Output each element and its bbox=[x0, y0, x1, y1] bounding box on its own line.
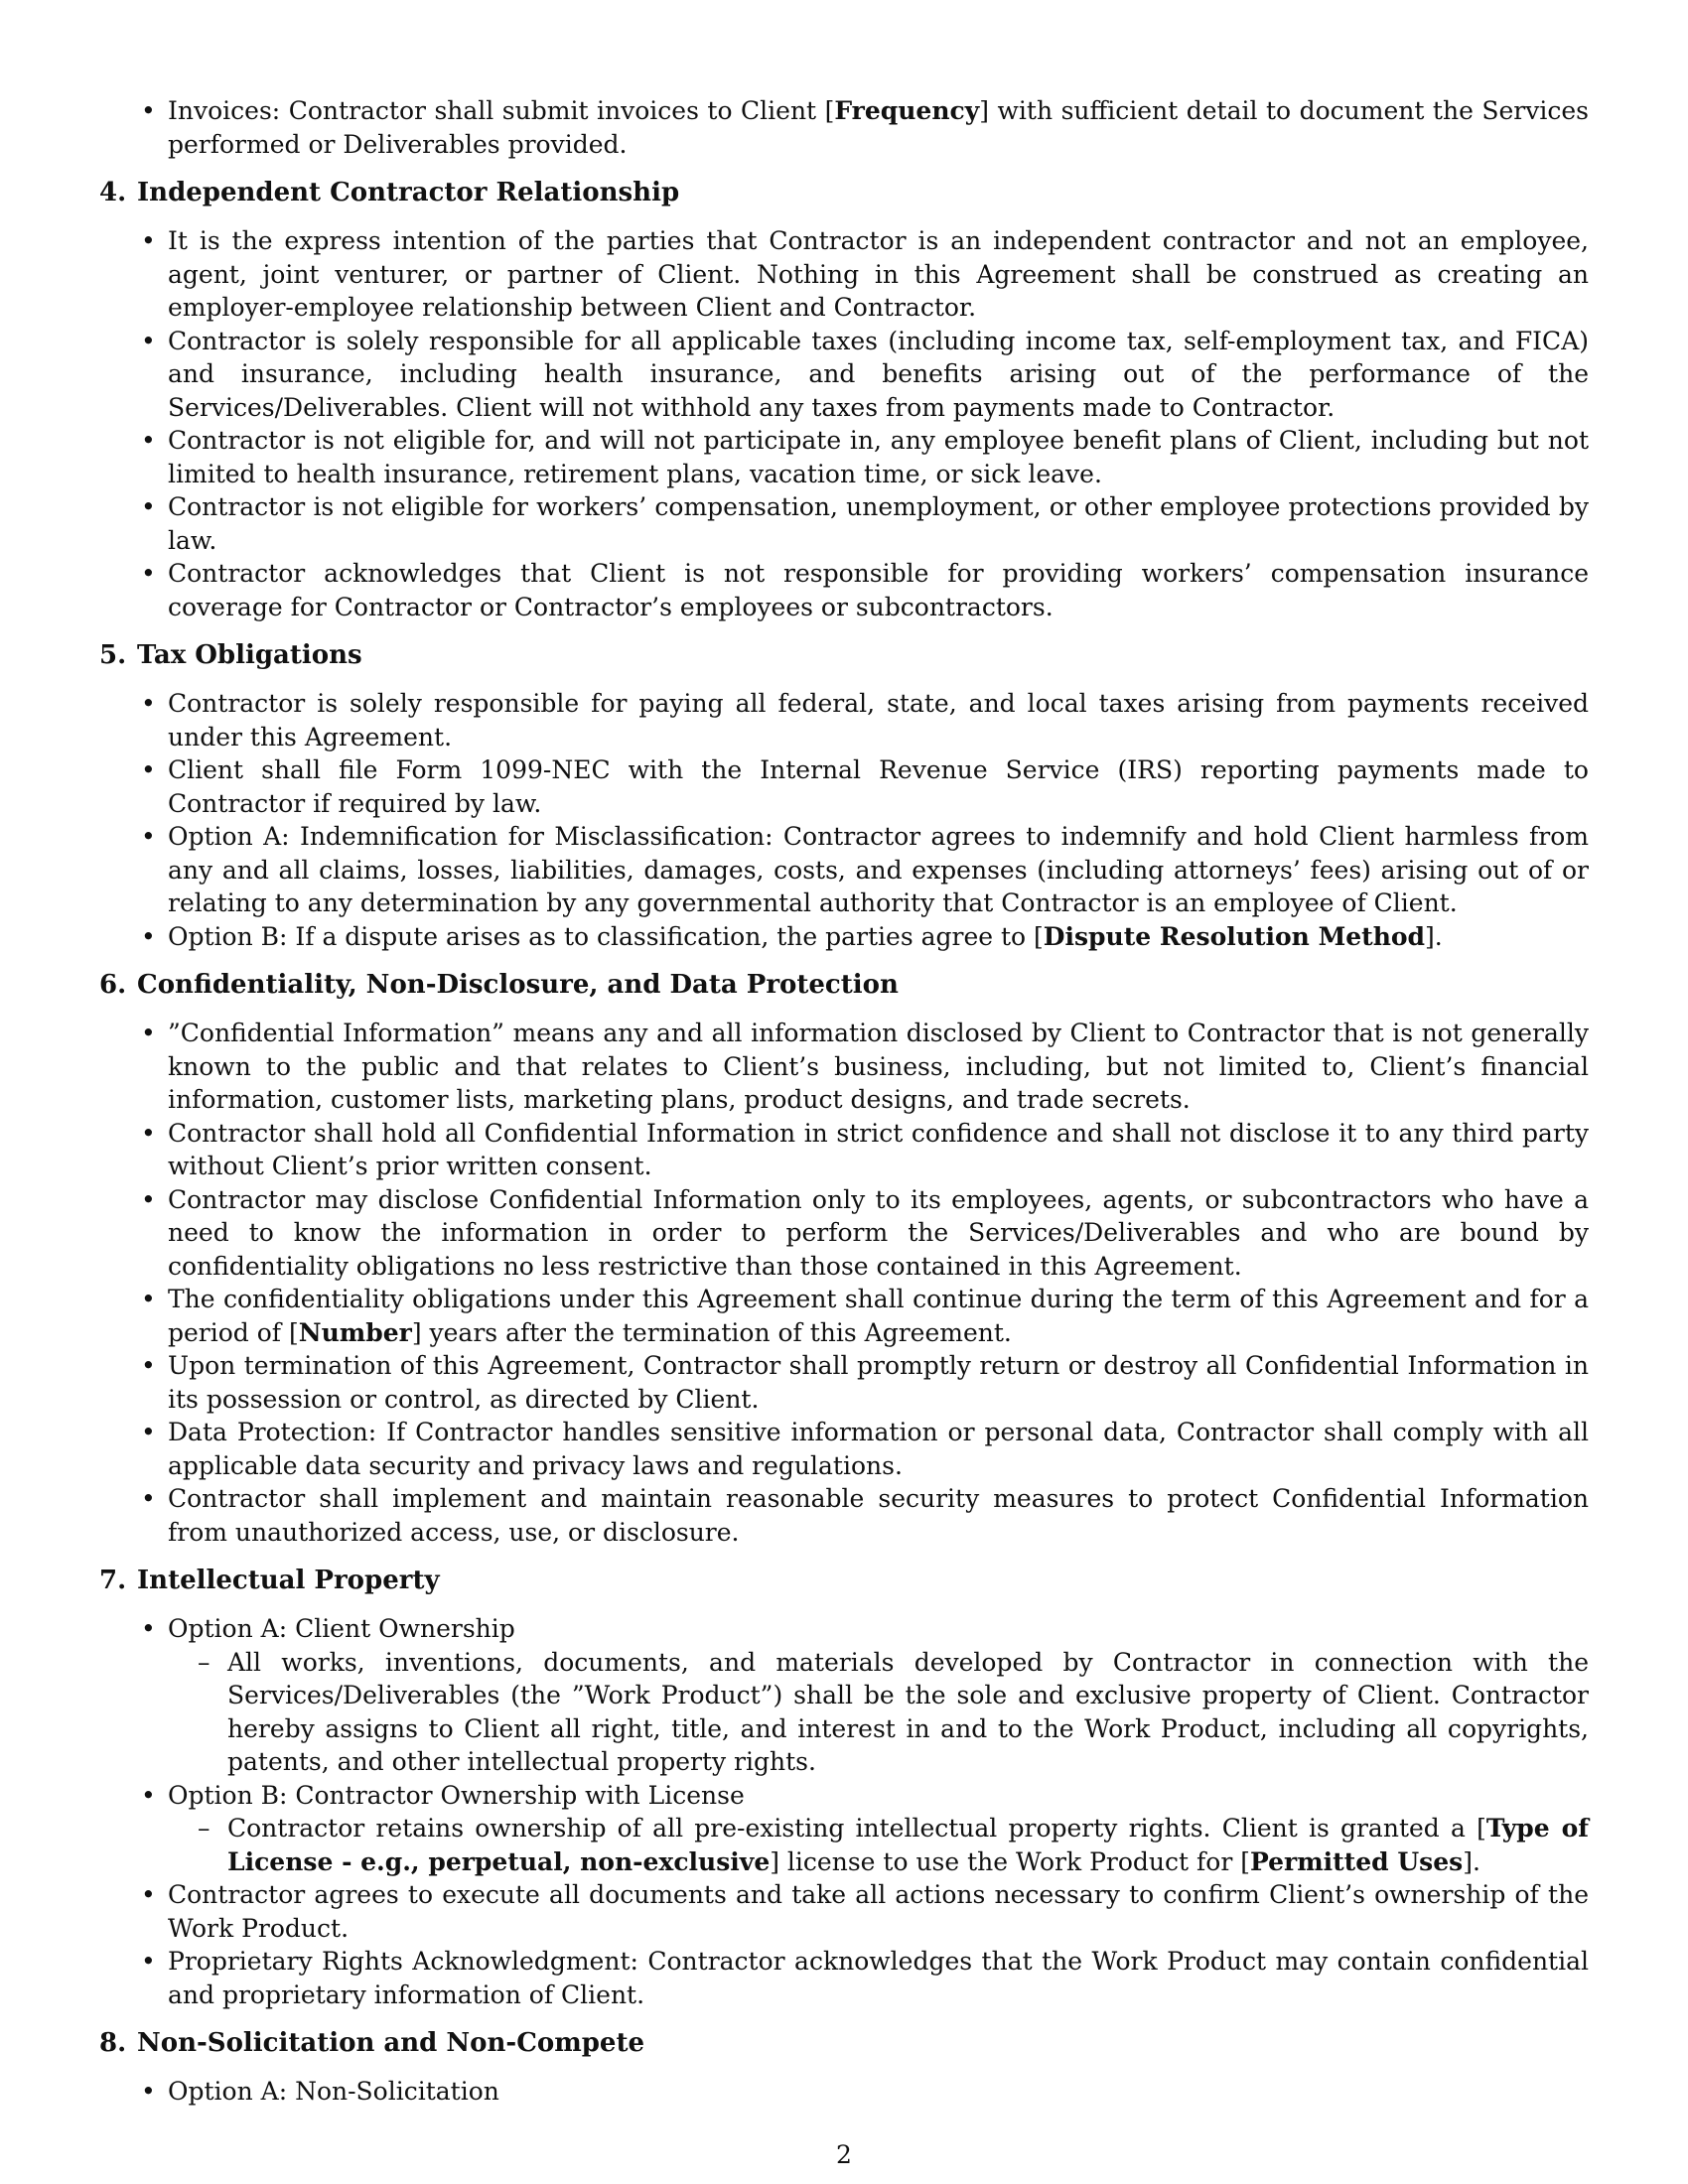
list-item: • Upon termination of this Agreement, Contractor shall promptly return or destroy all Confidential Information in its possession or control, as directed by Client. bbox=[99, 1349, 1589, 1416]
list-item: • Option A: Client Ownership – All works, inventions, documents, and materials developed by Contractor in connection with the Services/Deliverables (the ”Work Product”) shall be the sole and exclusive property of Client. Contractor hereby assigns to Client all right, title, and interest in and to the Work Product, including all copyrights, patents, and other intellectual property rights. bbox=[99, 1612, 1589, 1779]
document-page bbox=[99, 94, 1589, 2109]
section-7-list bbox=[99, 1612, 1589, 2011]
section-heading-7: 7. Intellectual Property bbox=[99, 1566, 440, 1595]
list-item: • Proprietary Rights Acknowledgment: Contractor acknowledges that the Work Product may contain confidential and proprietary information of Client. bbox=[99, 1945, 1589, 2011]
list-item: • Contractor shall implement and maintain reasonable security measures to protect Confidential Information from unauthorized access, use, or disclosure. bbox=[99, 1482, 1589, 1549]
intro-list bbox=[99, 94, 1589, 161]
list-item: • Contractor shall hold all Confidential Information in strict confidence and shall not disclose it to any third party without Client’s prior written consent. bbox=[99, 1117, 1589, 1183]
list-item: • Option B: If a dispute arises as to classification, the parties agree to [Dispute Resolution Method]. bbox=[99, 920, 1589, 954]
section-heading-6: 6. Confidentiality, Non-Disclosure, and Data Protection bbox=[99, 970, 899, 1000]
list-item: • Client shall file Form 1099-NEC with the Internal Revenue Service (IRS) reporting payments made to Contractor if required by law. bbox=[99, 753, 1589, 820]
list-item: • Contractor agrees to execute all documents and take all actions necessary to confirm Client’s ownership of the Work Product. bbox=[99, 1878, 1589, 1945]
section-heading-5: 5. Tax Obligations bbox=[99, 640, 362, 670]
list-item: • Contractor is not eligible for workers’ compensation, unemployment, or other employee protections provided by law. bbox=[99, 490, 1589, 557]
sub-list bbox=[168, 1812, 1589, 1878]
list-item: • Contractor is solely responsible for all applicable taxes (including income tax, self-employment tax, and FICA) and insurance, including health insurance, and benefits arising out of the performance of the Services/Deliverables. Client will not withhold any taxes from payments made to Contractor. bbox=[99, 325, 1589, 425]
list-item: • Contractor may disclose Confidential Information only to its employees, agents, or subcontractors who have a need to know the information in order to perform the Services/Deliverables and who are bound by confidentiality obligations no less restrictive than those contained in this Agreement. bbox=[99, 1183, 1589, 1284]
list-item: • Contractor acknowledges that Client is not responsible for providing workers’ compensation insurance coverage for Contractor or Contractor’s employees or subcontractors. bbox=[99, 557, 1589, 623]
sub-list-item: – Contractor retains ownership of all pre-existing intellectual property rights. Client is granted a [Type of License - e.g., perpetual, non-exclusive] license to use the Work Product for [Permitted Uses]. bbox=[168, 1812, 1589, 1878]
list-item: • Invoices: Contractor shall submit invoices to Client [Frequency] with sufficient detail to document the Services performed or Deliverables provided. bbox=[99, 94, 1589, 161]
section-5-list bbox=[99, 687, 1589, 953]
page-number: 2 bbox=[836, 2140, 852, 2169]
section-heading-8: 8. Non-Solicitation and Non-Compete bbox=[99, 2028, 645, 2058]
list-item: • It is the express intention of the parties that Contractor is an independent contractor and not an employee, agent, joint venturer, or partner of Client. Nothing in this Agreement shall be construed as creating an employer-employee relationship between Client and Contractor. bbox=[99, 224, 1589, 325]
list-item: • Option A: Indemnification for Misclassification: Contractor agrees to indemnify and hold Client harmless from any and all claims, losses, liabilities, damages, costs, and expenses (including attorneys’ fees) arising out of or relating to any determination by any governmental authority that Contractor is an employee of Client. bbox=[99, 820, 1589, 920]
section-6-list bbox=[99, 1017, 1589, 1549]
list-item: • ”Confidential Information” means any and all information disclosed by Client to Contractor that is not generally known to the public and that relates to Client’s business, including, but not limited to, Client’s financial information, customer lists, marketing plans, product designs, and trade secrets. bbox=[99, 1017, 1589, 1117]
list-item: • The confidentiality obligations under this Agreement shall continue during the term of this Agreement and for a period of [Number] years after the termination of this Agreement. bbox=[99, 1283, 1589, 1349]
list-item: • Contractor is not eligible for, and will not participate in, any employee benefit plans of Client, including but not limited to health insurance, retirement plans, vacation time, or sick leave. bbox=[99, 424, 1589, 490]
section-heading-4: 4. Independent Contractor Relationship bbox=[99, 178, 680, 207]
list-item: • Contractor is solely responsible for paying all federal, state, and local taxes arising from payments received under this Agreement. bbox=[99, 687, 1589, 753]
section-4-list bbox=[99, 224, 1589, 623]
sub-list bbox=[168, 1646, 1589, 1779]
list-item: • Option A: Non-Solicitation bbox=[99, 2075, 1589, 2109]
list-item: • Option B: Contractor Ownership with License – Contractor retains ownership of all pre-existing intellectual property rights. Client is granted a [Type of License - e.g., perpetual, non-exclusive] license to use the Work Product for [Permitted Uses]. bbox=[99, 1779, 1589, 1879]
section-8-list bbox=[99, 2075, 1589, 2109]
list-item: • Data Protection: If Contractor handles sensitive information or personal data, Contractor shall comply with all applicable data security and privacy laws and regulations. bbox=[99, 1416, 1589, 1482]
sub-list-item: – All works, inventions, documents, and materials developed by Contractor in connection with the Services/Deliverables (the ”Work Product”) shall be the sole and exclusive property of Client. Contractor hereby assigns to Client all right, title, and interest in and to the Work Product, including all copyrights, patents, and other intellectual property rights. bbox=[168, 1646, 1589, 1779]
